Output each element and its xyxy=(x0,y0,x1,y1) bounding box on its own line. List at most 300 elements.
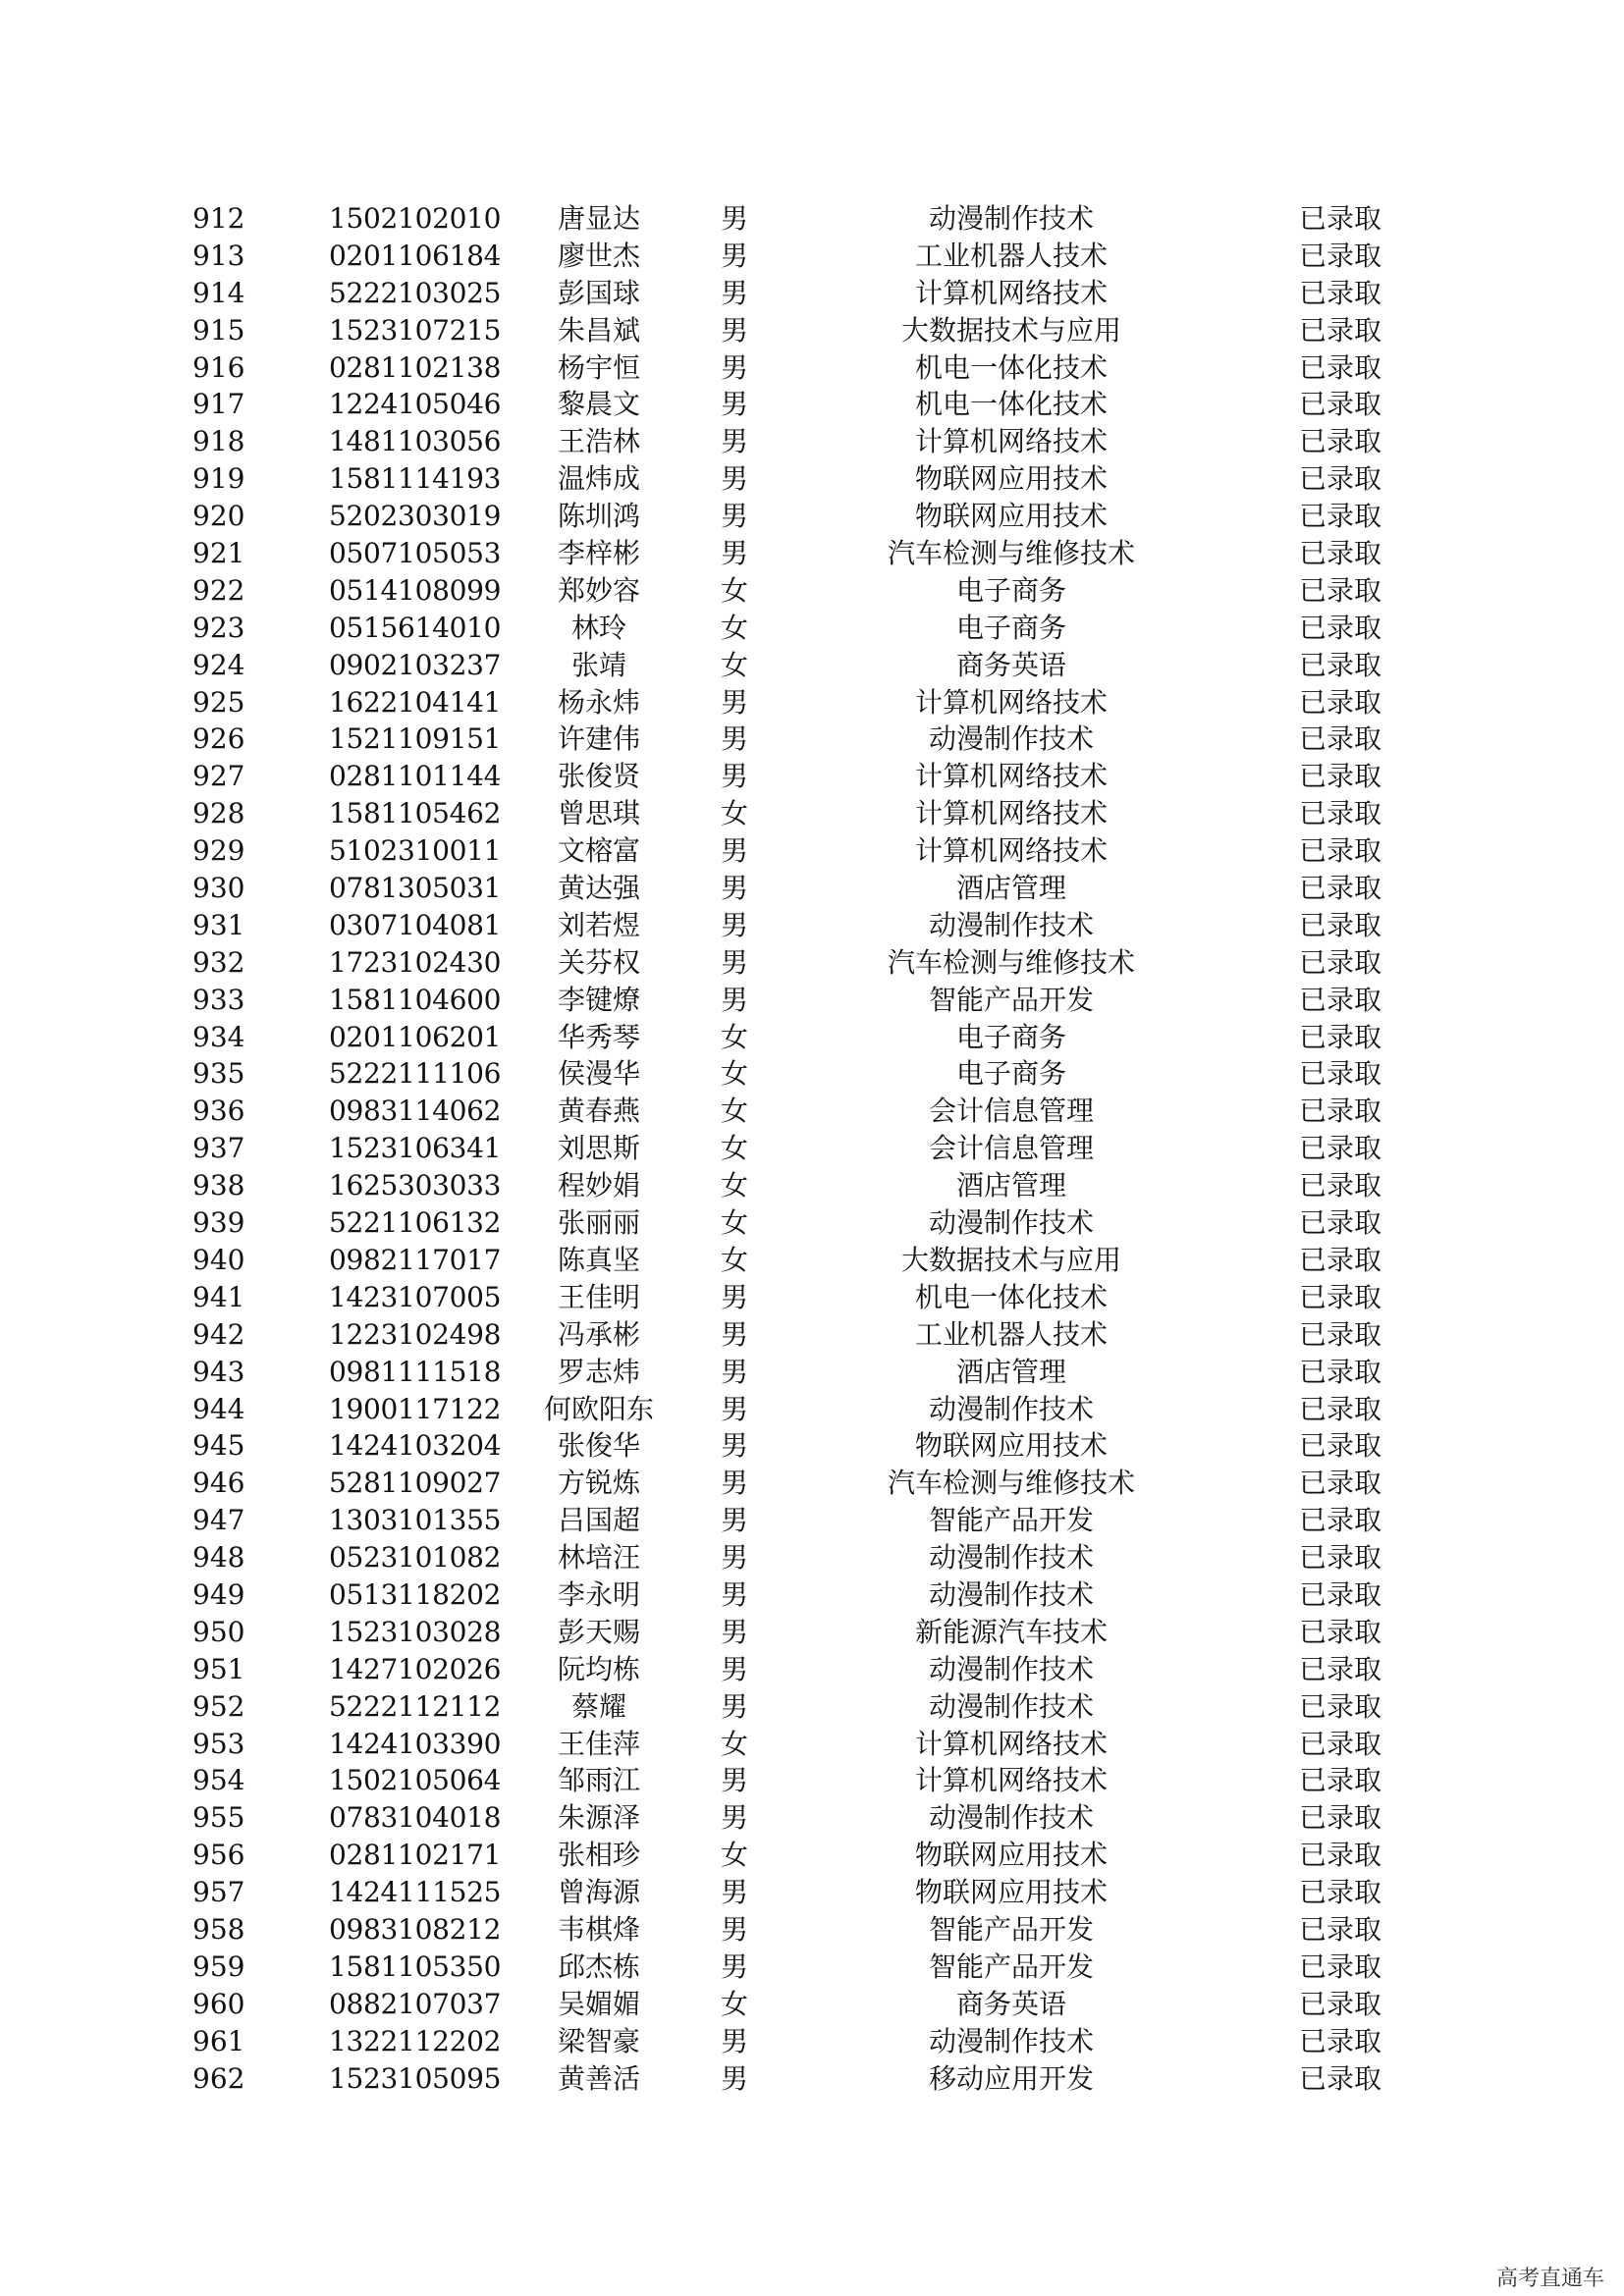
major-cell: 动漫制作技术 xyxy=(928,1392,1094,1425)
student-name-cell: 黎晨文 xyxy=(557,388,640,421)
admission-status-cell: 已录取 xyxy=(1298,1839,1381,1872)
row-number-cell: 953 xyxy=(192,1727,245,1760)
major-cell: 酒店管理 xyxy=(955,1355,1066,1388)
major-cell: 工业机器人技术 xyxy=(914,1317,1108,1351)
admission-status-cell: 已录取 xyxy=(1298,1652,1381,1685)
candidate-id-cell: 0982117017 xyxy=(329,1243,502,1276)
major-cell: 新能源汽车技术 xyxy=(914,1615,1108,1648)
student-name-cell: 黄春燕 xyxy=(557,1095,640,1128)
major-cell: 酒店管理 xyxy=(955,1169,1066,1202)
table-row xyxy=(0,1911,1624,1949)
table-row xyxy=(0,1242,1624,1279)
candidate-id-cell: 1622104141 xyxy=(329,685,502,719)
major-cell: 移动应用开发 xyxy=(928,2061,1094,2095)
admission-status-cell: 已录取 xyxy=(1298,500,1381,533)
table-row xyxy=(0,944,1624,982)
admission-status-cell: 已录取 xyxy=(1298,1392,1381,1425)
student-name-cell: 杨宇恒 xyxy=(557,350,640,384)
table-row xyxy=(0,1576,1624,1614)
student-name-cell: 韦棋烽 xyxy=(557,1912,640,1946)
admission-status-cell: 已录取 xyxy=(1298,388,1381,421)
gender-cell: 男 xyxy=(720,1541,748,1575)
gender-cell: 女 xyxy=(720,1132,748,1165)
student-name-cell: 黄善活 xyxy=(557,2061,640,2095)
student-name-cell: 黄达强 xyxy=(557,872,640,905)
gender-cell: 女 xyxy=(720,797,748,830)
row-number-cell: 920 xyxy=(192,500,245,533)
gender-cell: 男 xyxy=(720,1392,748,1425)
student-name-cell: 曾思琪 xyxy=(557,797,640,830)
major-cell: 会计信息管理 xyxy=(928,1095,1094,1128)
row-number-cell: 934 xyxy=(192,1020,245,1053)
row-number-cell: 961 xyxy=(192,2024,245,2057)
candidate-id-cell: 5221106132 xyxy=(329,1206,502,1240)
candidate-id-cell: 1900117122 xyxy=(329,1392,502,1425)
row-number-cell: 949 xyxy=(192,1577,245,1611)
candidate-id-cell: 0514108099 xyxy=(329,573,502,607)
table-row xyxy=(0,535,1624,572)
gender-cell: 男 xyxy=(720,239,748,272)
table-row xyxy=(0,1799,1624,1837)
candidate-id-cell: 1581105462 xyxy=(329,797,502,830)
candidate-id-cell: 1223102498 xyxy=(329,1317,502,1351)
student-name-cell: 彭天赐 xyxy=(557,1615,640,1648)
table-row xyxy=(0,1614,1624,1651)
table-row xyxy=(0,1726,1624,1763)
candidate-id-cell: 1481103056 xyxy=(329,425,502,458)
student-name-cell: 李键燎 xyxy=(557,983,640,1016)
major-cell: 动漫制作技术 xyxy=(928,1577,1094,1611)
admission-status-cell: 已录取 xyxy=(1298,1206,1381,1240)
major-cell: 动漫制作技术 xyxy=(928,1206,1094,1240)
gender-cell: 女 xyxy=(720,1169,748,1202)
gender-cell: 男 xyxy=(720,313,748,347)
candidate-id-cell: 1322112202 xyxy=(329,2024,502,2057)
row-number-cell: 918 xyxy=(192,425,245,458)
row-number-cell: 936 xyxy=(192,1095,245,1128)
row-number-cell: 955 xyxy=(192,1801,245,1835)
row-number-cell: 916 xyxy=(192,350,245,384)
admission-status-cell: 已录取 xyxy=(1298,239,1381,272)
student-name-cell: 温炜成 xyxy=(557,462,640,496)
table-row xyxy=(0,647,1624,684)
table-row xyxy=(0,758,1624,795)
table-row xyxy=(0,1316,1624,1354)
gender-cell: 女 xyxy=(720,573,748,607)
major-cell: 动漫制作技术 xyxy=(928,1541,1094,1575)
row-number-cell: 924 xyxy=(192,648,245,681)
admission-status-cell: 已录取 xyxy=(1298,1020,1381,1053)
candidate-id-cell: 0515614010 xyxy=(329,611,502,644)
row-number-cell: 939 xyxy=(192,1206,245,1240)
table-row xyxy=(0,1465,1624,1502)
row-number-cell: 919 xyxy=(192,462,245,496)
major-cell: 动漫制作技术 xyxy=(928,908,1094,941)
table-row xyxy=(0,460,1624,498)
table-row xyxy=(0,386,1624,423)
student-name-cell: 张靖 xyxy=(570,648,626,681)
major-cell: 电子商务 xyxy=(955,1057,1066,1091)
gender-cell: 男 xyxy=(720,1317,748,1351)
gender-cell: 女 xyxy=(720,648,748,681)
major-cell: 机电一体化技术 xyxy=(914,1280,1108,1313)
gender-cell: 男 xyxy=(720,945,748,979)
major-cell: 智能产品开发 xyxy=(928,983,1094,1016)
gender-cell: 男 xyxy=(720,1467,748,1500)
row-number-cell: 947 xyxy=(192,1504,245,1537)
student-name-cell: 王浩林 xyxy=(557,425,640,458)
row-number-cell: 954 xyxy=(192,1764,245,1797)
major-cell: 动漫制作技术 xyxy=(928,202,1094,235)
gender-cell: 女 xyxy=(720,1727,748,1760)
row-number-cell: 927 xyxy=(192,760,245,793)
gender-cell: 男 xyxy=(720,276,748,309)
table-row xyxy=(0,684,1624,721)
student-name-cell: 李永明 xyxy=(557,1577,640,1611)
candidate-id-cell: 1581114193 xyxy=(329,462,502,496)
admission-table xyxy=(0,200,1624,2097)
table-row xyxy=(0,721,1624,758)
row-number-cell: 912 xyxy=(192,202,245,235)
candidate-id-cell: 0281102171 xyxy=(329,1839,502,1872)
admission-status-cell: 已录取 xyxy=(1298,202,1381,235)
student-name-cell: 陈真坚 xyxy=(557,1243,640,1276)
major-cell: 计算机网络技术 xyxy=(914,1727,1108,1760)
table-row xyxy=(0,1762,1624,1799)
row-number-cell: 921 xyxy=(192,537,245,570)
candidate-id-cell: 1625303033 xyxy=(329,1169,502,1202)
admission-status-cell: 已录取 xyxy=(1298,1987,1381,2020)
row-number-cell: 960 xyxy=(192,1987,245,2020)
candidate-id-cell: 0201106201 xyxy=(329,1020,502,1053)
student-name-cell: 陈圳鸿 xyxy=(557,500,640,533)
admission-status-cell: 已录取 xyxy=(1298,648,1381,681)
admission-status-cell: 已录取 xyxy=(1298,1467,1381,1500)
candidate-id-cell: 1723102430 xyxy=(329,945,502,979)
row-number-cell: 941 xyxy=(192,1280,245,1313)
student-name-cell: 彭国球 xyxy=(557,276,640,309)
table-row xyxy=(0,1354,1624,1391)
admission-status-cell: 已录取 xyxy=(1298,1541,1381,1575)
major-cell: 电子商务 xyxy=(955,1020,1066,1053)
major-cell: 商务英语 xyxy=(955,1987,1066,2020)
watermark-label: 高考直通车 xyxy=(1495,2267,1604,2291)
student-name-cell: 蔡耀 xyxy=(570,1689,626,1723)
student-name-cell: 廖世杰 xyxy=(557,239,640,272)
gender-cell: 男 xyxy=(720,1912,748,1946)
row-number-cell: 952 xyxy=(192,1689,245,1723)
table-row xyxy=(0,1093,1624,1130)
student-name-cell: 林玲 xyxy=(570,611,626,644)
admission-status-cell: 已录取 xyxy=(1298,685,1381,719)
table-row xyxy=(0,349,1624,387)
student-name-cell: 曾海源 xyxy=(557,1876,640,1909)
major-cell: 电子商务 xyxy=(955,611,1066,644)
student-name-cell: 邱杰栋 xyxy=(557,1949,640,1983)
row-number-cell: 926 xyxy=(192,722,245,756)
row-number-cell: 957 xyxy=(192,1876,245,1909)
major-cell: 计算机网络技术 xyxy=(914,685,1108,719)
row-number-cell: 938 xyxy=(192,1169,245,1202)
major-cell: 计算机网络技术 xyxy=(914,425,1108,458)
row-number-cell: 946 xyxy=(192,1467,245,1500)
admission-status-cell: 已录取 xyxy=(1298,1280,1381,1313)
table-row xyxy=(0,1651,1624,1688)
candidate-id-cell: 0513118202 xyxy=(329,1577,502,1611)
row-number-cell: 932 xyxy=(192,945,245,979)
candidate-id-cell: 1303101355 xyxy=(329,1504,502,1537)
major-cell: 智能产品开发 xyxy=(928,1949,1094,1983)
gender-cell: 男 xyxy=(720,1652,748,1685)
major-cell: 商务英语 xyxy=(955,648,1066,681)
student-name-cell: 王佳明 xyxy=(557,1280,640,1313)
student-name-cell: 林培汪 xyxy=(557,1541,640,1575)
admission-status-cell: 已录取 xyxy=(1298,1912,1381,1946)
student-name-cell: 张俊华 xyxy=(557,1429,640,1463)
student-name-cell: 阮均栋 xyxy=(557,1652,640,1685)
admission-status-cell: 已录取 xyxy=(1298,908,1381,941)
major-cell: 物联网应用技术 xyxy=(914,462,1108,496)
admission-status-cell: 已录取 xyxy=(1298,1355,1381,1388)
major-cell: 智能产品开发 xyxy=(928,1504,1094,1537)
gender-cell: 男 xyxy=(720,760,748,793)
student-name-cell: 李梓彬 xyxy=(557,537,640,570)
candidate-id-cell: 1424103390 xyxy=(329,1727,502,1760)
admission-status-cell: 已录取 xyxy=(1298,1615,1381,1648)
table-row xyxy=(0,1986,1624,2023)
candidate-id-cell: 1523106341 xyxy=(329,1132,502,1165)
major-cell: 汽车检测与维修技术 xyxy=(887,1467,1135,1500)
row-number-cell: 923 xyxy=(192,611,245,644)
admission-status-cell: 已录取 xyxy=(1298,2024,1381,2057)
admission-status-cell: 已录取 xyxy=(1298,1727,1381,1760)
row-number-cell: 922 xyxy=(192,573,245,607)
admission-status-cell: 已录取 xyxy=(1298,834,1381,868)
gender-cell: 女 xyxy=(720,1020,748,1053)
admission-status-cell: 已录取 xyxy=(1298,425,1381,458)
admission-status-cell: 已录取 xyxy=(1298,1317,1381,1351)
student-name-cell: 王佳萍 xyxy=(557,1727,640,1760)
candidate-id-cell: 0281101144 xyxy=(329,760,502,793)
major-cell: 智能产品开发 xyxy=(928,1912,1094,1946)
admission-status-cell: 已录取 xyxy=(1298,722,1381,756)
gender-cell: 女 xyxy=(720,1243,748,1276)
major-cell: 物联网应用技术 xyxy=(914,1429,1108,1463)
gender-cell: 男 xyxy=(720,685,748,719)
gender-cell: 男 xyxy=(720,1355,748,1388)
candidate-id-cell: 0507105053 xyxy=(329,537,502,570)
gender-cell: 男 xyxy=(720,500,748,533)
candidate-id-cell: 1523103028 xyxy=(329,1615,502,1648)
row-number-cell: 944 xyxy=(192,1392,245,1425)
row-number-cell: 914 xyxy=(192,276,245,309)
major-cell: 物联网应用技术 xyxy=(914,1839,1108,1872)
admission-status-cell: 已录取 xyxy=(1298,983,1381,1016)
major-cell: 大数据技术与应用 xyxy=(900,313,1121,347)
admission-status-cell: 已录取 xyxy=(1298,1169,1381,1202)
table-row xyxy=(0,312,1624,349)
row-number-cell: 933 xyxy=(192,983,245,1016)
table-row xyxy=(0,1427,1624,1465)
row-number-cell: 959 xyxy=(192,1949,245,1983)
table-row xyxy=(0,1502,1624,1539)
student-name-cell: 文榕富 xyxy=(557,834,640,868)
candidate-id-cell: 5222112112 xyxy=(329,1689,502,1723)
admission-status-cell: 已录取 xyxy=(1298,1504,1381,1537)
student-name-cell: 方锐炼 xyxy=(557,1467,640,1500)
admission-status-cell: 已录取 xyxy=(1298,1689,1381,1723)
gender-cell: 男 xyxy=(720,908,748,941)
major-cell: 计算机网络技术 xyxy=(914,834,1108,868)
table-row xyxy=(0,1391,1624,1428)
gender-cell: 男 xyxy=(720,1280,748,1313)
candidate-id-cell: 1523105095 xyxy=(329,2061,502,2095)
candidate-id-cell: 1502105064 xyxy=(329,1764,502,1797)
row-number-cell: 950 xyxy=(192,1615,245,1648)
admission-status-cell: 已录取 xyxy=(1298,1132,1381,1165)
table-row xyxy=(0,2023,1624,2060)
candidate-id-cell: 1424103204 xyxy=(329,1429,502,1463)
candidate-id-cell: 1423107005 xyxy=(329,1280,502,1313)
row-number-cell: 928 xyxy=(192,797,245,830)
student-name-cell: 吴媚媚 xyxy=(557,1987,640,2020)
admission-status-cell: 已录取 xyxy=(1298,276,1381,309)
table-row xyxy=(0,1949,1624,1986)
student-name-cell: 程妙娟 xyxy=(557,1169,640,1202)
candidate-id-cell: 0523101082 xyxy=(329,1541,502,1575)
gender-cell: 男 xyxy=(720,537,748,570)
table-row xyxy=(0,832,1624,870)
candidate-id-cell: 1581105350 xyxy=(329,1949,502,1983)
table-row xyxy=(0,1279,1624,1316)
row-number-cell: 925 xyxy=(192,685,245,719)
admission-status-cell: 已录取 xyxy=(1298,462,1381,496)
admission-status-cell: 已录取 xyxy=(1298,350,1381,384)
major-cell: 计算机网络技术 xyxy=(914,797,1108,830)
student-name-cell: 关芬权 xyxy=(557,945,640,979)
candidate-id-cell: 0201106184 xyxy=(329,239,502,272)
admission-status-cell: 已录取 xyxy=(1298,1095,1381,1128)
major-cell: 计算机网络技术 xyxy=(914,760,1108,793)
admission-status-cell: 已录取 xyxy=(1298,1949,1381,1983)
candidate-id-cell: 0781305031 xyxy=(329,872,502,905)
table-row xyxy=(0,238,1624,275)
major-cell: 汽车检测与维修技术 xyxy=(887,537,1135,570)
admission-status-cell: 已录取 xyxy=(1298,760,1381,793)
row-number-cell: 951 xyxy=(192,1652,245,1685)
gender-cell: 男 xyxy=(720,2024,748,2057)
gender-cell: 女 xyxy=(720,1095,748,1128)
gender-cell: 男 xyxy=(720,983,748,1016)
candidate-id-cell: 0307104081 xyxy=(329,908,502,941)
table-row xyxy=(0,572,1624,610)
student-name-cell: 侯漫华 xyxy=(557,1057,640,1091)
candidate-id-cell: 5281109027 xyxy=(329,1467,502,1500)
major-cell: 计算机网络技术 xyxy=(914,1764,1108,1797)
student-name-cell: 邹雨江 xyxy=(557,1764,640,1797)
row-number-cell: 940 xyxy=(192,1243,245,1276)
table-row xyxy=(0,1837,1624,1874)
candidate-id-cell: 0983108212 xyxy=(329,1912,502,1946)
table-row xyxy=(0,1539,1624,1576)
major-cell: 计算机网络技术 xyxy=(914,276,1108,309)
table-row xyxy=(0,982,1624,1019)
table-row xyxy=(0,1019,1624,1056)
admission-status-cell: 已录取 xyxy=(1298,313,1381,347)
table-row xyxy=(0,907,1624,944)
admission-status-cell: 已录取 xyxy=(1298,1243,1381,1276)
gender-cell: 男 xyxy=(720,872,748,905)
gender-cell: 男 xyxy=(720,425,748,458)
table-row xyxy=(0,610,1624,647)
gender-cell: 女 xyxy=(720,1206,748,1240)
gender-cell: 男 xyxy=(720,1949,748,1983)
major-cell: 物联网应用技术 xyxy=(914,1876,1108,1909)
admission-status-cell: 已录取 xyxy=(1298,1764,1381,1797)
table-row xyxy=(0,1874,1624,1911)
table-row xyxy=(0,1204,1624,1242)
student-name-cell: 梁智豪 xyxy=(557,2024,640,2057)
candidate-id-cell: 1224105046 xyxy=(329,388,502,421)
row-number-cell: 937 xyxy=(192,1132,245,1165)
gender-cell: 女 xyxy=(720,1057,748,1091)
major-cell: 动漫制作技术 xyxy=(928,1689,1094,1723)
gender-cell: 男 xyxy=(720,462,748,496)
row-number-cell: 917 xyxy=(192,388,245,421)
admission-status-cell: 已录取 xyxy=(1298,1429,1381,1463)
candidate-id-cell: 0902103237 xyxy=(329,648,502,681)
student-name-cell: 吕国超 xyxy=(557,1504,640,1537)
admission-status-cell: 已录取 xyxy=(1298,797,1381,830)
table-row xyxy=(0,2060,1624,2098)
table-row xyxy=(0,1055,1624,1093)
student-name-cell: 张俊贤 xyxy=(557,760,640,793)
candidate-id-cell: 1502102010 xyxy=(329,202,502,235)
admission-status-cell: 已录取 xyxy=(1298,1577,1381,1611)
candidate-id-cell: 0281102138 xyxy=(329,350,502,384)
gender-cell: 男 xyxy=(720,1429,748,1463)
major-cell: 动漫制作技术 xyxy=(928,1801,1094,1835)
candidate-id-cell: 1523107215 xyxy=(329,313,502,347)
student-name-cell: 郑妙容 xyxy=(557,573,640,607)
table-row xyxy=(0,1688,1624,1726)
gender-cell: 男 xyxy=(720,1689,748,1723)
row-number-cell: 931 xyxy=(192,908,245,941)
student-name-cell: 刘思斯 xyxy=(557,1132,640,1165)
student-name-cell: 华秀琴 xyxy=(557,1020,640,1053)
student-name-cell: 许建伟 xyxy=(557,722,640,756)
major-cell: 机电一体化技术 xyxy=(914,388,1108,421)
candidate-id-cell: 0882107037 xyxy=(329,1987,502,2020)
row-number-cell: 945 xyxy=(192,1429,245,1463)
candidate-id-cell: 1427102026 xyxy=(329,1652,502,1685)
row-number-cell: 942 xyxy=(192,1317,245,1351)
row-number-cell: 948 xyxy=(192,1541,245,1575)
admission-status-cell: 已录取 xyxy=(1298,1801,1381,1835)
gender-cell: 女 xyxy=(720,1839,748,1872)
row-number-cell: 915 xyxy=(192,313,245,347)
admission-status-cell: 已录取 xyxy=(1298,1876,1381,1909)
student-name-cell: 唐显达 xyxy=(557,202,640,235)
major-cell: 动漫制作技术 xyxy=(928,2024,1094,2057)
table-row xyxy=(0,275,1624,312)
student-name-cell: 杨永炜 xyxy=(557,685,640,719)
gender-cell: 男 xyxy=(720,2061,748,2095)
admission-status-cell: 已录取 xyxy=(1298,537,1381,570)
gender-cell: 男 xyxy=(720,202,748,235)
major-cell: 会计信息管理 xyxy=(928,1132,1094,1165)
candidate-id-cell: 0783104018 xyxy=(329,1801,502,1835)
